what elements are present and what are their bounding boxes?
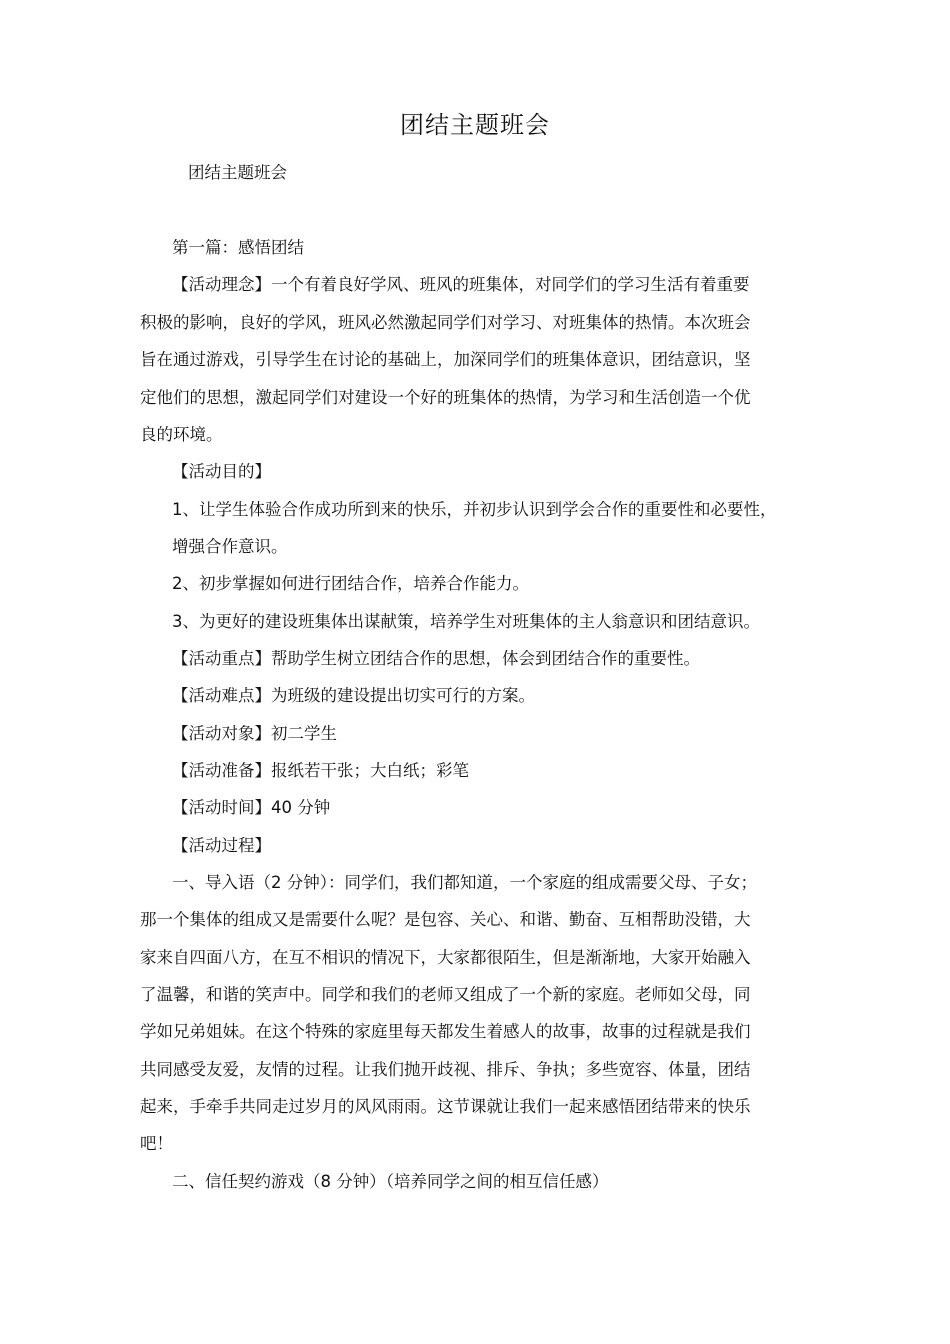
paragraph-line: 学如兄弟姐妹。在这个特殊的家庭里每天都发生着感人的故事，故事的过程就是我们 — [140, 1022, 751, 1041]
paragraph-line: 【活动重点】帮助学生树立团结合作的思想，体会到团结合作的重要性。 — [172, 649, 700, 668]
paragraph-line: 【活动时间】40 分钟 — [172, 798, 331, 817]
paragraph-line: 起来，手牵手共同走过岁月的风风雨雨。这节课就让我们一起来感悟团结带来的快乐 — [140, 1097, 751, 1116]
paragraph-line: 家来自四面八方，在互不相识的情况下，大家都很陌生，但是渐渐地，大家开始融入 — [140, 948, 751, 967]
list-item: 2、初步掌握如何进行团结合作，培养合作能力。 — [172, 574, 529, 593]
paragraph-line: 积极的影响，良好的学风，班风必然激起同学们对学习、对班集体的热情。本次班会 — [140, 313, 751, 332]
paragraph-line: 良的环境。 — [140, 425, 223, 444]
list-item: 1、让学生体验合作成功所到来的快乐，并初步认识到学会合作的重要性和必要性， — [172, 500, 777, 519]
paragraph-line: 旨在通过游戏，引导学生在讨论的基础上，加深同学们的班集体意识，团结意识，坚 — [140, 350, 751, 369]
paragraph-line: 【活动难点】为班级的建设提出切实可行的方案。 — [172, 686, 535, 705]
section-heading: 【活动目的】 — [172, 462, 271, 481]
paragraph-line: 【活动准备】报纸若干张；大白纸；彩笔 — [172, 761, 469, 780]
paragraph-line: 共同感受友爱，友情的过程。让我们抛开歧视、排斥、争执；多些宽容、体量，团结 — [140, 1060, 751, 1079]
document-subtitle: 团结主题班会 — [188, 163, 287, 182]
list-item: 3、为更好的建设班集体出谋献策，培养学生对班集体的主人翁意识和团结意识。 — [172, 612, 760, 631]
paragraph-line: 【活动理念】一个有着良好学风、班风的班集体，对同学们的学习生活有着重要 — [172, 275, 750, 294]
document-title: 团结主题班会 — [400, 111, 550, 139]
paragraph-line: 定他们的思想，激起同学们对建设一个好的班集体的热情，为学习和生活创造一个优 — [140, 388, 751, 407]
paragraph-line: 二、信任契约游戏（8 分钟）（培养同学之间的相互信任感） — [172, 1172, 609, 1191]
paragraph-line: 一、导入语（2 分钟）：同学们，我们都知道，一个家庭的组成需要父母、子女； — [172, 873, 757, 892]
list-item-continuation: 增强合作意识。 — [172, 537, 288, 556]
section-heading: 【活动过程】 — [172, 836, 271, 855]
paragraph-line: 吧！ — [140, 1134, 173, 1153]
paragraph-line: 那一个集体的组成又是需要什么呢？是包容、关心、和谐、勤奋、互相帮助没错，大 — [140, 910, 751, 929]
paragraph-line: 了温馨，和谐的笑声中。同学和我们的老师又组成了一个新的家庭。老师如父母，同 — [140, 985, 751, 1004]
paragraph-line: 【活动对象】初二学生 — [172, 724, 337, 743]
section-heading: 第一篇：感悟团结 — [172, 238, 304, 257]
